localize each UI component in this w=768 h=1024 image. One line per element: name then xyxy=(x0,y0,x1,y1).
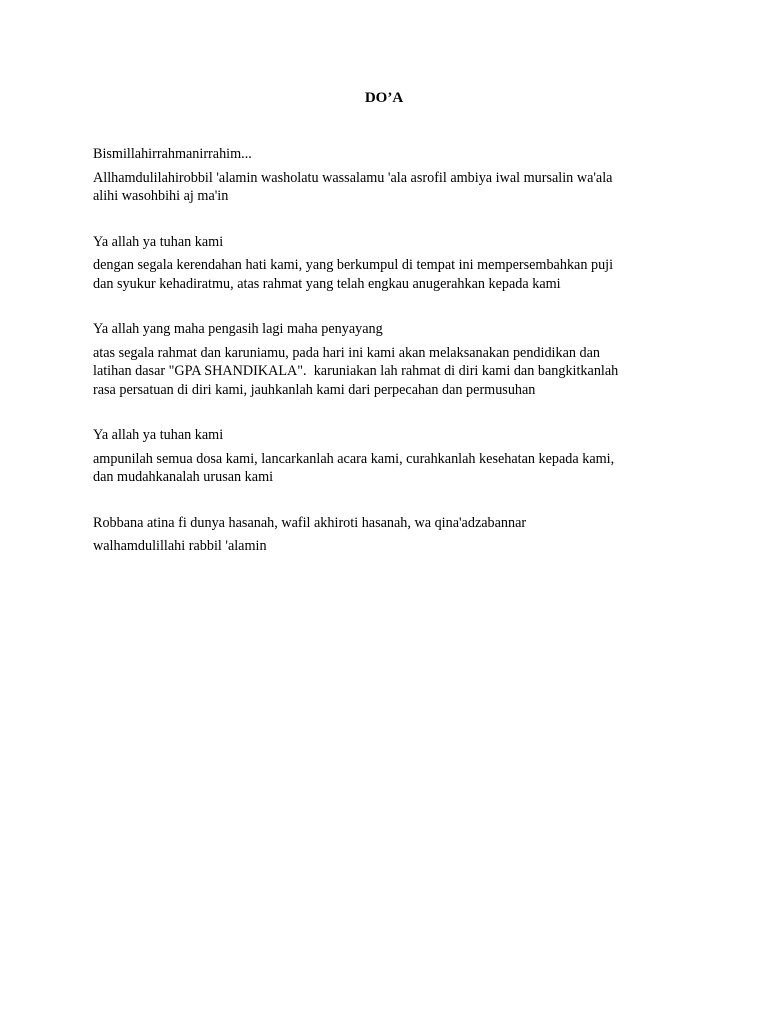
document-body xyxy=(93,145,683,556)
section-2-line-1: dengan segala kerendahan hati kami, yang berkumpul di tempat ini mempersembahkan puji xyxy=(93,257,614,273)
section-3-line-2: latihan dasar "GPA SHANDIKALA". karuniakan lah rahmat di diri kami dan bangkitkanlah xyxy=(93,363,619,379)
section-3-line-3: rasa persatuan di diri kami, jauhkanlah kami dari perpecahan dan permusuhan xyxy=(93,381,536,398)
page-title: DO’A xyxy=(364,90,404,106)
section-4-heading: Ya allah ya tuhan kami xyxy=(93,427,224,443)
section-1-heading: Bismillahirrahmanirrahim... xyxy=(93,146,252,162)
section-5-heading: Robbana atina fi dunya hasanah, wafil akhiroti hasanah, wa qina'adzabannar xyxy=(93,514,527,531)
section-4-line-1: ampunilah semua dosa kami, lancarkanlah acara kami, curahkanlah kesehatan kepada kami, xyxy=(93,450,615,467)
section-2-line-2: dan syukur kehadiratmu, atas rahmat yang telah engkau anugerahkan kepada kami xyxy=(93,275,561,292)
section-2-heading: Ya allah ya tuhan kami xyxy=(93,233,224,250)
section-3-line-1: atas segala rahmat dan karuniamu, pada hari ini kami akan melaksanakan pendidikan dan xyxy=(93,344,601,361)
section-4-line-2: dan mudahkanalah urusan kami xyxy=(93,469,274,485)
section-5-line-1: walhamdulillahi rabbil 'alamin xyxy=(93,538,267,554)
section-1-line-2: alihi wasohbihi aj ma'in xyxy=(93,188,229,204)
section-3-heading: Ya allah yang maha pengasih lagi maha penyayang xyxy=(93,321,383,337)
section-1-line-1: Allhamdulilahirobbil 'alamin washolatu wassalamu 'ala asrofil ambiya iwal mursalin wa'ala xyxy=(93,169,613,186)
